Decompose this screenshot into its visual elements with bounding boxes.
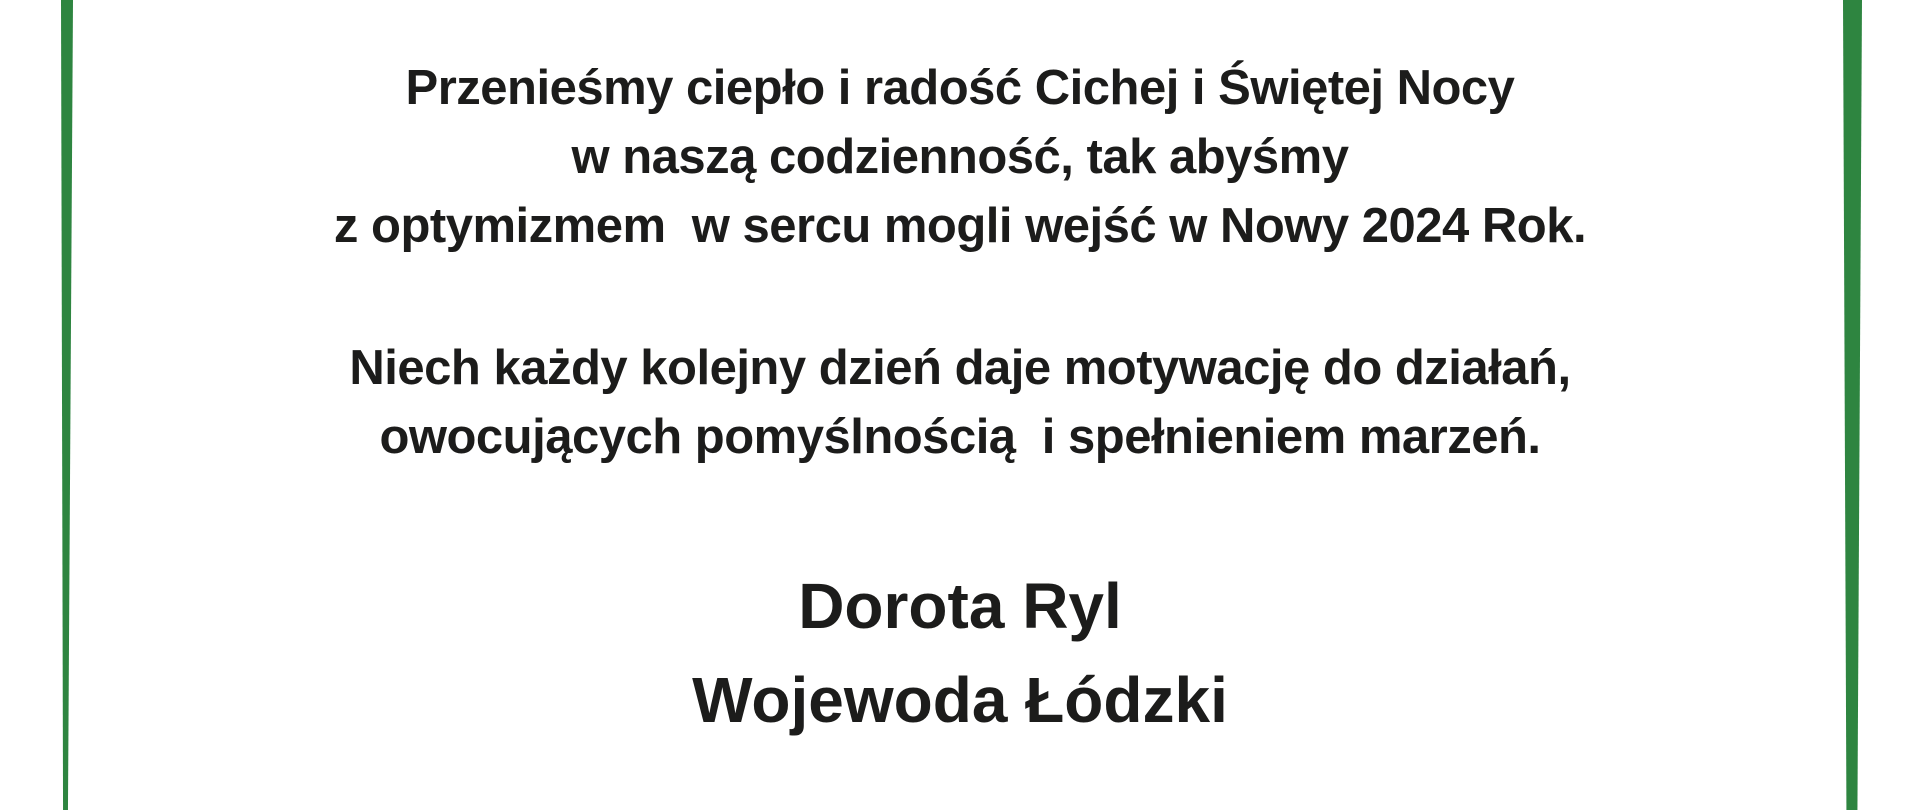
greeting-paragraph bbox=[0, 54, 1920, 261]
greeting-line-3: z optymizmem w sercu mogli wejść w Nowy 2024 Rok. bbox=[333, 199, 1587, 253]
wish-paragraph bbox=[0, 334, 1920, 472]
signature-title: Wojewoda Łódzki bbox=[692, 664, 1228, 736]
greeting-line-2: w naszą codzienność, tak abyśmy bbox=[571, 130, 1349, 184]
signature-name: Dorota Ryl bbox=[798, 570, 1122, 642]
signature-block bbox=[0, 559, 1920, 747]
wish-line-2: owocujących pomyślnością i spełnieniem marzeń. bbox=[379, 410, 1541, 464]
wish-line-1: Niech każdy kolejny dzień daje motywację do działań, bbox=[349, 341, 1571, 395]
greeting-line-1: Przenieśmy ciepło i radość Cichej i Świętej Nocy bbox=[405, 61, 1515, 115]
